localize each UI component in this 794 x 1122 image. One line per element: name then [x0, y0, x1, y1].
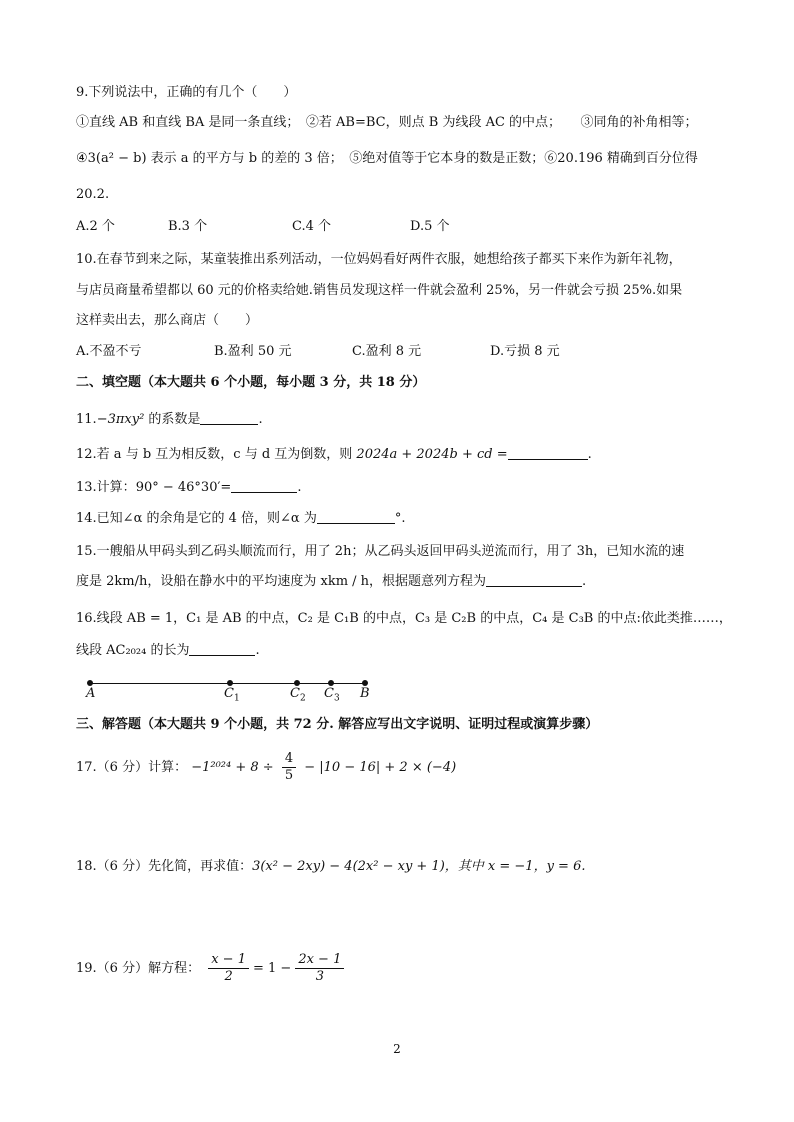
page-number: 2	[393, 1042, 401, 1056]
q15-line1: 15.一艘船从甲码头到乙码头顺流而行，用了 2h；从乙码头返回甲码头逆流而行，用了 3h，已知水流的速	[76, 544, 685, 559]
q9-statements-line3: 20.2.	[76, 187, 110, 202]
label-c2: $C_2$	[290, 686, 306, 704]
q10-option-c: C.盈利 8 元	[352, 344, 422, 359]
q9-stem: 9.下列说法中，正确的有几个（ ）	[76, 85, 297, 100]
q10-line2: 与店员商量希望都以 60 元的价格卖给她.销售员发现这样一件就会盈利 25%，另一件就会亏损 25%.如果	[76, 283, 683, 298]
q19: 19.（6 分）解方程： $\frac{x - 1}{2}$ = 1 − $\frac{2x - 1}{3}$	[76, 952, 348, 985]
q18: 18.（6 分）先化简，再求值：3(x² − 2xy) − 4(2x² − xy + 1)，其中 x = −1，y = 6.	[76, 859, 586, 874]
q17: 17.（6 分）计算： −1²⁰²⁴ + 8 ÷ $\frac{4}{5}$ − |10 − 16| + 2 × (−4)	[76, 751, 457, 783]
q10-line1: 10.在春节到来之际，某童装推出系列活动，一位妈妈看好两件衣服，她想给孩子都买下来作为新年礼物，	[76, 252, 682, 267]
q9-options	[76, 218, 450, 236]
q10-line3: 这样卖出去，那么商店（ ）	[76, 313, 259, 328]
q9-option-c: C.4 个	[292, 219, 332, 234]
section-2-heading: 二、填空题（本大题共 6 个小题，每小题 3 分，共 18 分）	[76, 375, 426, 390]
q16-line2: 线段 AC₂₀₂₄ 的长为 .	[76, 643, 260, 658]
fraction-left: $\frac{x - 1}{2}$	[208, 952, 249, 985]
section-3-heading: 三、解答题（本大题共 9 个小题，共 72 分. 解答应写出文字说明、证明过程或演算步骤）	[76, 717, 599, 732]
q10-option-d: D.亏损 8 元	[490, 344, 560, 359]
q11: 11.−3πxy² 的系数是 .	[76, 412, 263, 427]
label-a: A	[86, 686, 96, 701]
q10-option-b: B.盈利 50 元	[214, 344, 292, 359]
label-c1: $C_1$	[224, 686, 240, 704]
fraction: $\frac{4}{5}$	[282, 751, 296, 784]
q14: 14.已知∠α 的余角是它的 4 倍，则∠α 为 °.	[76, 511, 406, 526]
answer-blank[interactable]	[486, 573, 582, 587]
q16-line1: 16.线段 AB = 1，C₁ 是 AB 的中点，C₂ 是 C₁B 的中点，C₃ 是 C₂B 的中点，C₄ 是 C₃B 的中点:依此类推……，	[76, 611, 732, 626]
q9-statements-line1: ①直线 AB 和直线 BA 是同一条直线； ②若 AB=BC，则点 B 为线段 AC 的中点； ③同角的补角相等；	[76, 115, 698, 130]
label-c3: $C_3$	[324, 686, 340, 704]
q9-option-b: B.3 个	[168, 219, 208, 234]
q9-statements-line2: ④3(a² − b) 表示 a 的平方与 b 的差的 3 倍； ⑤绝对值等于它本身的数是正数；⑥20.196 精确到百分位得	[76, 151, 698, 166]
q15-line2: 度是 2km/h，设船在静水中的平均速度为 xkm / h，根据题意列方程为 .	[76, 574, 587, 589]
segment-diagram	[84, 674, 384, 704]
q13: 13.计算：90° − 46°30′= .	[76, 480, 302, 495]
q10-option-a: A.不盈不亏	[76, 344, 142, 359]
q9-option-a: A.2 个	[76, 219, 115, 234]
label-b: B	[360, 686, 370, 701]
answer-blank[interactable]	[189, 642, 255, 656]
answer-blank[interactable]	[508, 446, 588, 460]
q9-option-d: D.5 个	[410, 219, 450, 234]
answer-blank[interactable]	[200, 411, 258, 425]
answer-blank[interactable]	[231, 479, 297, 493]
q10-options	[76, 343, 560, 361]
q12: 12.若 a 与 b 互为相反数，c 与 d 互为倒数，则 2024a + 2024b + cd = .	[76, 447, 592, 462]
fraction-right: $\frac{2x - 1}{3}$	[295, 952, 344, 985]
answer-blank[interactable]	[317, 510, 395, 524]
